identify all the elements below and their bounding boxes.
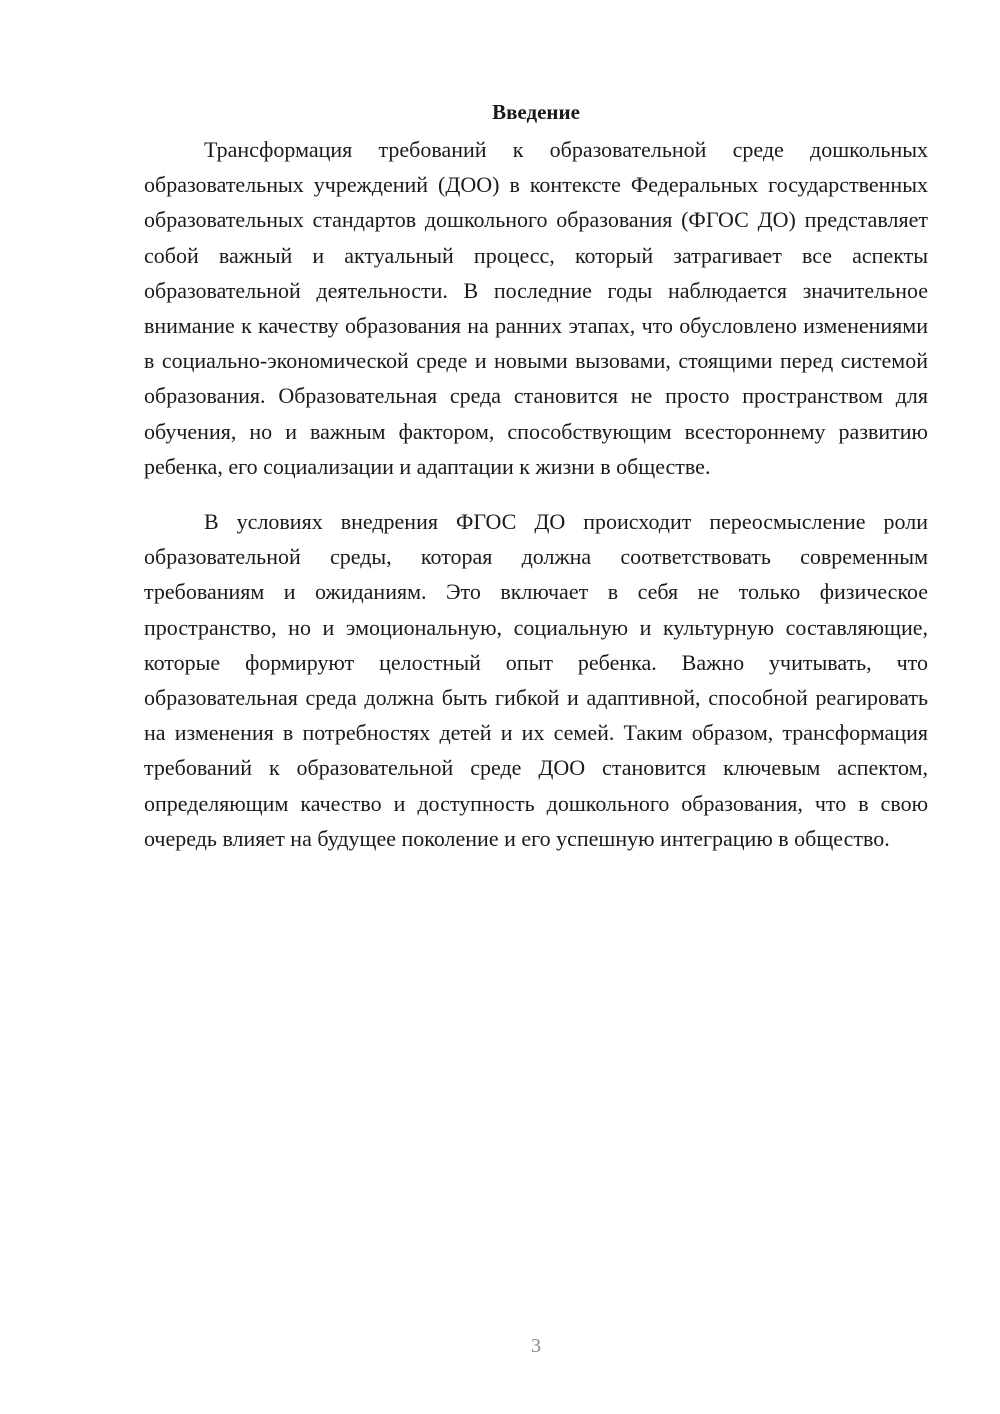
document-body	[144, 96, 928, 856]
paragraph-1: Трансформация требований к образовательной среде дошкольных образовательных учреждений (ДОО) в контексте Федеральных государственных образовательных стандартов дошкольного образования (ФГОС ДО) представляет собой важный и актуальный процесс, который затрагивает все аспекты образовательной деятельности. В последние годы наблюдается значительное внимание к качеству образования на ранних этапах, что обусловлено изменениями в социально-экономической среде и новыми вызовами, стоящими перед системой образования. Образовательная среда становится не просто пространством для обучения, но и важным фактором, способствующим всестороннему развитию ребенка, его социализации и адаптации к жизни в обществе.	[144, 137, 928, 479]
paragraph-2: В условиях внедрения ФГОС ДО происходит переосмысление роли образовательной среды, которая должна соответствовать современным требованиям и ожиданиям. Это включает в себя не только физическое пространство, но и эмоциональную, социальную и культурную составляющие, которые формируют целостный опыт ребенка. Важно учитывать, что образовательная среда должна быть гибкой и адаптивной, способной реагировать на изменения в потребностях детей и их семей. Таким образом, трансформация требований к образовательной среде ДОО становится ключевым аспектом, определяющим качество и доступность дошкольного образования, что в свою очередь влияет на будущее поколение и его успешную интеграцию в общество.	[144, 509, 928, 851]
section-heading: Введение	[492, 100, 580, 124]
page-number: 3	[531, 1335, 541, 1357]
